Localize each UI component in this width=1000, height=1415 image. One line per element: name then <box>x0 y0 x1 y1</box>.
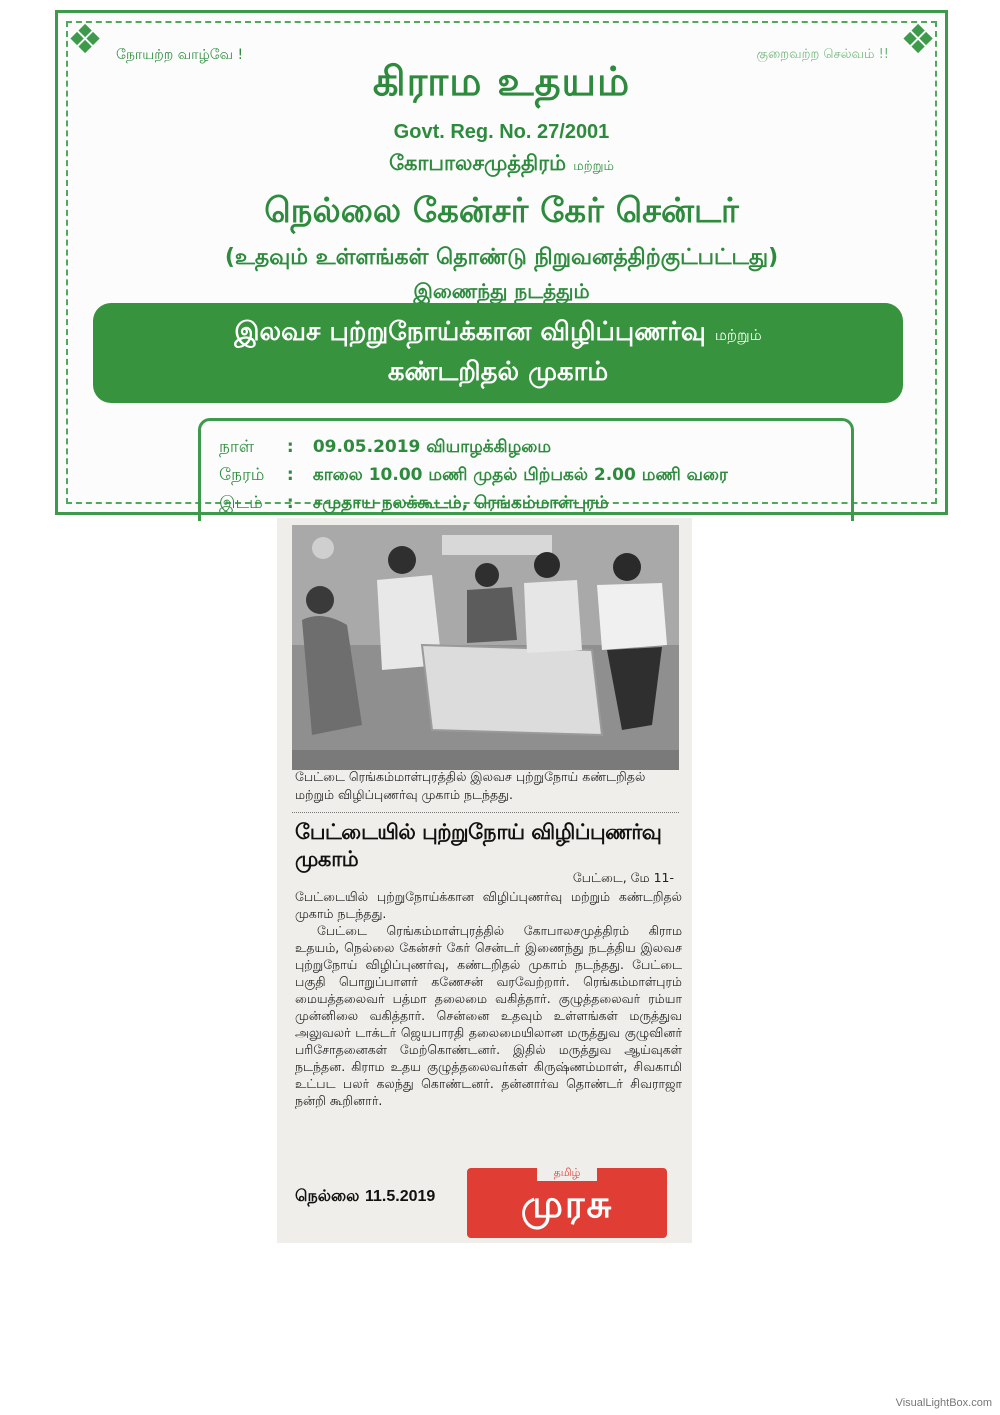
venue-label: இடம் <box>219 493 263 513</box>
publication-date-value: 11.5.2019 <box>365 1188 436 1205</box>
venue-value: சமுதாய நலக்கூடம், ரெங்கம்மாள்புரம் <box>312 493 609 513</box>
photo-caption: பேட்டை ரெங்கம்மாள்புரத்தில் இலவச புற்றுநோய் கண்டறிதல் மற்றும் விழிப்புணர்வு முகாம் நடந்தது. <box>295 769 646 802</box>
colon: : <box>286 437 294 457</box>
slogan-left: நோயற்ற வாழ்வே ! <box>116 47 244 63</box>
date-value: 09.05.2019 வியாழக்கிழமை <box>312 437 552 457</box>
time-label: நேரம் <box>219 465 265 485</box>
newspaper-clipping <box>277 518 692 1243</box>
date-label: நாள் <box>219 437 255 457</box>
newspaper-logo-name: முரசு <box>520 1182 614 1226</box>
news-headline: பேட்டையில் புற்றுநோய் விழிப்புணர்வு முகாம் <box>295 820 662 871</box>
camp-title-line1 <box>93 317 903 350</box>
news-paragraph: பேட்டை ரெங்கம்மாள்புரத்தில் கோபாலசமுத்திரம் கிராம உதயம், நெல்லை கேன்சர் கேர் சென்டர் இணைந்து நடத்திய இலவச புற்றுநோய் விழிப்புணர்வு, கண்டறிதல் முகாம் நடந்தது. பேட்டை பகுதி பொறுப்பாளர் கணேசன் வரவேற்றார். ரெங்கம்மாள்புரம் மையத்தலைவர் பத்மா தலைமை வகித்தார். குழுத்தலைவர் ரம்யா முன்னிலை வகித்தார். சென்னை உதவும் உள்ளங்கள் மருத்துவ அலுவலர் டாக்டர் ஜெயபாரதி தலைமையிலான மருத்துவ குழுவினர் பரிசோதனைகள் மேற்கொண்டனர். இதில் மருத்துவ ஆய்வுகள் நடந்தன. கிராம உதய குழுத்தலைவர்கள் கிருஷ்ணம்மாள், சிவகாமி உட்பட பலர் கலந்து கொண்டனர். தன்னார்வ தொண்டர் சிவராஜா நன்றி கூறினார். <box>295 923 682 1108</box>
and-word: மற்றும் <box>573 159 614 174</box>
camp-photo-image <box>292 525 679 770</box>
time-value: காலை 10.00 மணி முதல் பிற்பகல் 2.00 மணி வரை <box>312 465 728 485</box>
news-body <box>295 888 682 1109</box>
registration-number: Govt. Reg. No. 27/2001 <box>393 121 610 143</box>
camp-title-box <box>93 303 903 403</box>
partner-subtitle: (உதவும் உள்ளங்கள் தொண்டு நிறுவனத்திற்குட்பட்டது) <box>224 245 779 270</box>
divider <box>292 812 679 813</box>
publication-date <box>295 1186 435 1207</box>
corner-ornament-icon: ❖ <box>67 17 103 63</box>
organization-place <box>58 151 945 178</box>
organization-title: கிராம உதயம் <box>372 59 631 105</box>
watermark: VisualLightBox.com <box>895 1397 992 1409</box>
place-name: கோபாலசமுத்திரம் <box>389 151 566 175</box>
venue-row <box>219 493 609 515</box>
publication-place: நெல்லை <box>295 1186 360 1205</box>
camp-photo <box>292 525 679 770</box>
news-paragraph: பேட்டையில் புற்றுநோய்க்கான விழிப்புணர்வு மற்றும் கண்டறிதல் முகாம் நடந்தது. <box>295 889 682 921</box>
camp-banner <box>55 10 948 515</box>
camp-details-box <box>198 418 854 521</box>
jointly-conducted-label: இணைந்து நடத்தும் <box>413 279 590 303</box>
time-row <box>219 465 728 487</box>
corner-ornament-icon: ❖ <box>900 17 936 63</box>
newspaper-logo <box>467 1168 667 1238</box>
camp-title-text: இலவச புற்றுநோய்க்கான விழிப்புணர்வு <box>234 317 706 347</box>
news-dateline: பேட்டை, மே 11- <box>572 870 674 885</box>
date-row <box>219 437 551 459</box>
camp-title-and: மற்றும் <box>714 326 762 344</box>
slogan-right: குறைவற்ற செல்வம் !! <box>756 47 889 62</box>
colon: : <box>286 465 294 485</box>
colon: : <box>286 493 294 513</box>
newspaper-logo-small: தமிழ் <box>537 1166 597 1181</box>
camp-title-line2: கண்டறிதல் முகாம் <box>387 357 609 387</box>
partner-name: நெல்லை கேன்சர் கேர் சென்டர் <box>264 191 739 231</box>
